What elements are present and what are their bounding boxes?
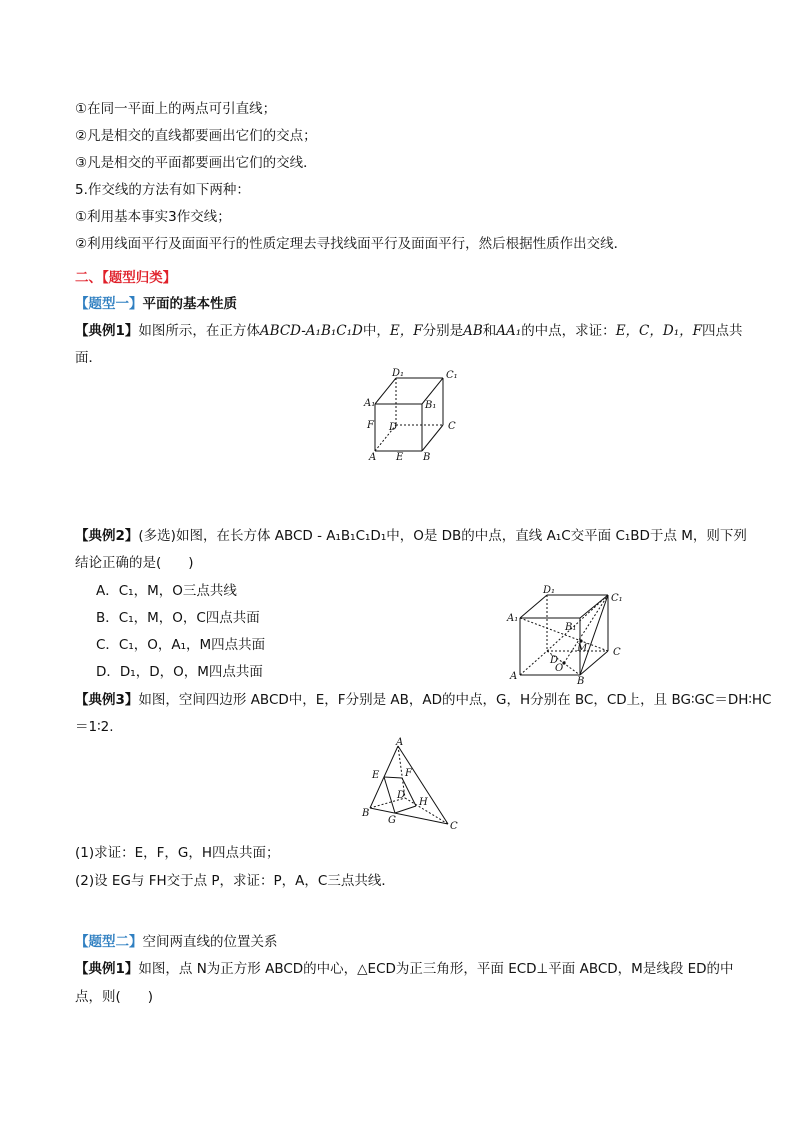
example1-tag: 【典例1】 xyxy=(75,323,139,339)
cube2-label-O: O xyxy=(555,663,564,674)
example3-q1: (1)求证：E，F，G，H四点共面； xyxy=(75,845,280,861)
cube1-label-E: E xyxy=(396,452,404,463)
section-title: 【题型归类】 xyxy=(102,270,177,286)
tetra-label-D: D xyxy=(397,790,406,801)
cube-figure-1 xyxy=(360,366,470,464)
cube2-label-C: C xyxy=(613,647,621,658)
tetra-label-C: C xyxy=(450,821,458,832)
type2-title: 空间两直线的位置关系 xyxy=(142,934,278,950)
text-line: ②凡是相交的直线都要画出它们的交点； xyxy=(75,128,317,144)
type2-heading xyxy=(75,930,278,950)
example1 xyxy=(75,319,742,339)
example2-tag: 【典例2】 xyxy=(75,528,139,544)
example1-math: AA₁ xyxy=(496,323,522,339)
example3-tag: 【典例3】 xyxy=(75,692,139,708)
text-line: ②利用线面平行及面面平行的性质定理去寻找线面平行及面面平行，然后根据性质作出交线． xyxy=(75,236,628,252)
example1-math: E，C，D₁，F xyxy=(615,323,702,339)
option-d: D．D₁，D，O，M四点共面 xyxy=(96,664,263,680)
example1-text: 中， xyxy=(362,323,390,339)
cube2-label-C1: C₁ xyxy=(611,593,623,604)
cube1-label-C: C xyxy=(448,421,456,432)
cube2-label-A1: A₁ xyxy=(507,613,519,624)
example2 xyxy=(75,524,747,544)
example3-text: 如图，空间四边形 ABCD中，E，F分别是 AB，AD的中点，G，H分别在 BC，CD上，且 BG∶GC＝DH∶HC xyxy=(138,692,772,708)
cube2-label-D: D xyxy=(550,655,559,666)
cube2-label-M: M xyxy=(577,643,588,654)
type2-tag: 【题型二】 xyxy=(75,934,143,950)
example4-tag: 【典例1】 xyxy=(75,961,139,977)
text-line: ③凡是相交的平面都要画出它们的交线． xyxy=(75,155,317,171)
cube2-label-D1: D₁ xyxy=(543,585,556,596)
example2-cont: 结论正确的是( ) xyxy=(75,555,194,571)
example1-text: 的中点，求证： xyxy=(521,323,616,339)
option-b: B．C₁，M，O，C四点共面 xyxy=(96,610,260,626)
type1-heading xyxy=(75,292,237,312)
example4-cont: 点，则( ) xyxy=(75,989,154,1005)
section-heading xyxy=(75,266,176,286)
example1-text: 分别是 xyxy=(422,323,464,339)
text-line: ①利用基本事实3作交线； xyxy=(75,209,231,225)
tetrahedron-figure xyxy=(358,736,468,832)
cube1-label-C1: C₁ xyxy=(446,370,458,381)
tetra-label-B: B xyxy=(362,808,370,819)
type1-title: 平面的基本性质 xyxy=(142,296,237,312)
example3 xyxy=(75,688,771,708)
cube2-label-B: B xyxy=(577,676,585,685)
cube1-label-B1: B₁ xyxy=(425,400,437,411)
cube2-label-B1: B₁ xyxy=(565,622,577,633)
example4-text: 如图，点 N为正方形 ABCD的中心，△ECD为正三角形，平面 ECD⊥平面 ABCD，M是线段 ED的中 xyxy=(138,961,734,977)
example1-text: 和 xyxy=(482,323,497,339)
tetra-label-H: H xyxy=(419,797,428,808)
option-a: A．C₁，M，O三点共线 xyxy=(96,583,237,599)
section-prefix: 二、 xyxy=(75,270,102,286)
option-c: C．C₁，O，A₁，M四点共面 xyxy=(96,637,266,653)
text-line: ①在同一平面上的两点可引直线； xyxy=(75,101,277,117)
cube1-label-A1: A₁ xyxy=(364,398,376,409)
example1-text: 四点共 xyxy=(701,323,743,339)
cube1-label-D: D xyxy=(389,422,398,433)
example4 xyxy=(75,957,734,977)
cube1-label-D1: D₁ xyxy=(392,368,405,379)
type1-tag: 【题型一】 xyxy=(75,296,143,312)
cube-figure-2 xyxy=(505,583,640,685)
tetra-label-G: G xyxy=(388,815,396,826)
example3-cont: ＝1∶2. xyxy=(75,719,114,735)
cube1-label-F: F xyxy=(367,420,374,431)
tetra-label-F: F xyxy=(405,768,412,779)
example1-math: AB xyxy=(463,323,483,339)
text-line: 5.作交线的方法有如下两种： xyxy=(75,182,250,198)
example3-q2: (2)设 EG与 FH交于点 P，求证：P，A，C三点共线． xyxy=(75,873,395,889)
cube2-label-A: A xyxy=(510,671,518,682)
example1-cont: 面． xyxy=(75,350,102,366)
tetra-label-E: E xyxy=(372,770,380,781)
example1-math: E，F xyxy=(389,323,423,339)
cube1-label-B: B xyxy=(423,452,431,463)
example1-math: ABCD-A₁B₁C₁D xyxy=(259,323,363,339)
cube1-label-A: A xyxy=(369,452,377,463)
tetra-label-A: A xyxy=(396,737,404,748)
example1-text: 如图所示，在正方体 xyxy=(138,323,260,339)
example2-text: (多选)如图，在长方体 ABCD - A₁B₁C₁D₁中，O是 DB的中点，直线 A₁C交平面 C₁BD于点 M，则下列 xyxy=(138,528,747,544)
